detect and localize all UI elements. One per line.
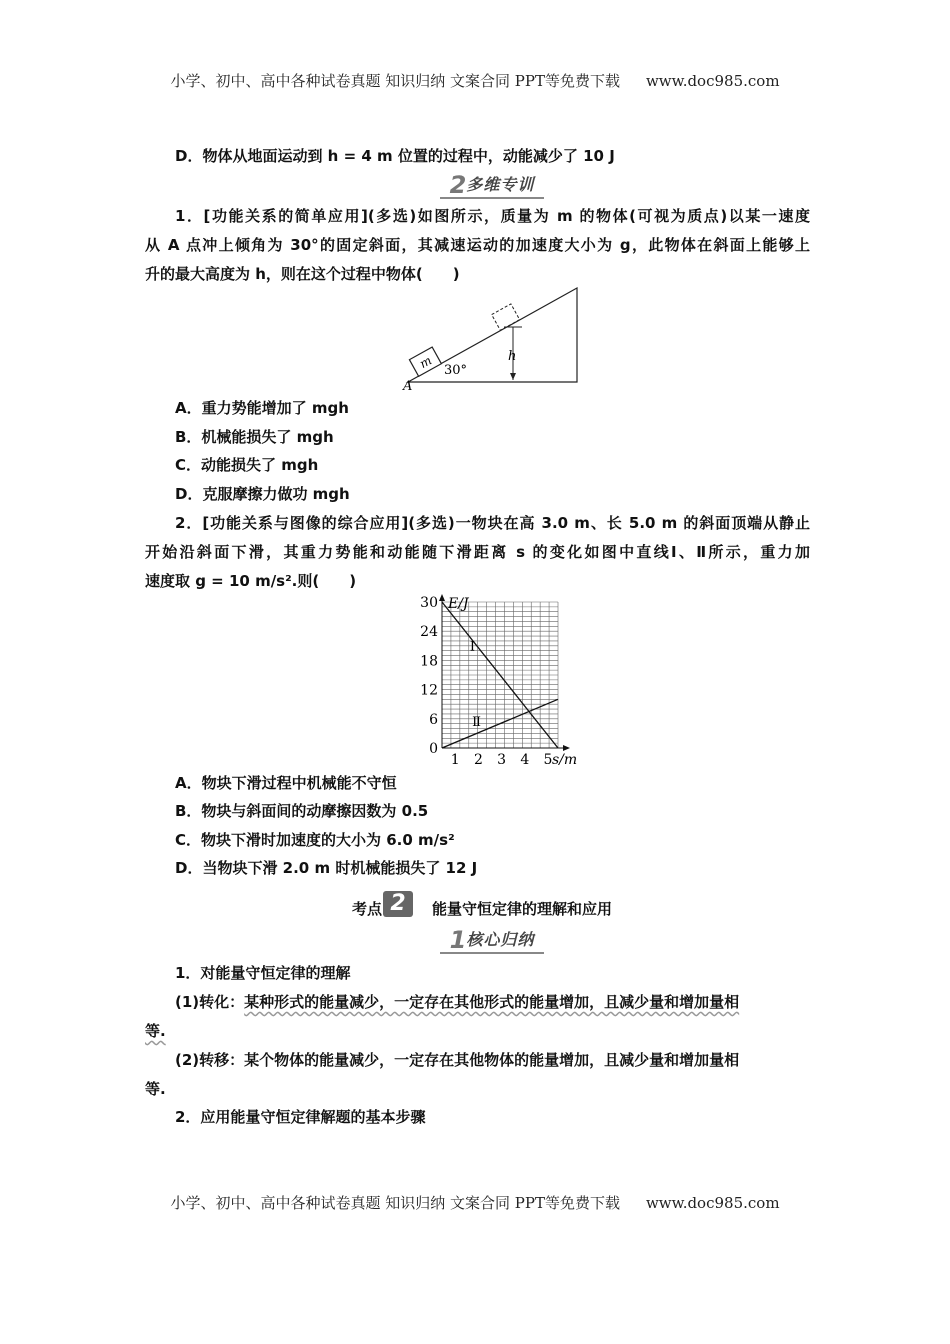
- y-tick-label: 30: [420, 595, 438, 611]
- q1-option-b: B．机械能损失了 mgh: [175, 428, 334, 446]
- x-axis-arrow: [563, 745, 570, 751]
- x-tick-label: 1: [450, 752, 460, 768]
- y-tick-label: 24: [420, 624, 438, 641]
- x-tick-label: 5: [543, 752, 553, 768]
- q2-line2: 开始沿斜面下滑，其重力势能和动能随下滑距离 s 的变化如图中直线Ⅰ、Ⅱ所示，重力加: [145, 543, 810, 561]
- x-tick-label: 4: [520, 752, 530, 768]
- y-axis-label: E/J: [448, 596, 469, 612]
- q2-option-d: D．当物块下滑 2.0 m 时机械能损失了 12 J: [175, 859, 478, 877]
- series-label-1: Ⅰ: [469, 639, 475, 655]
- block-at-top: [492, 304, 520, 330]
- section-number-badge: 2: [383, 891, 413, 917]
- prev-option-d: D．物体从地面运动到 h = 4 m 位置的过程中，动能减少了 10 J: [175, 147, 615, 165]
- point-a-label: A: [403, 379, 413, 394]
- core-p2-line2: 等.: [145, 1080, 166, 1098]
- banner2-number: 1: [449, 926, 467, 954]
- q1-option-c: C．动能损失了 mgh: [175, 456, 319, 474]
- footer-text: 小学、初中、高中各种试卷真题 知识归纳 文案合同 PPT等免费下载: [170, 1194, 620, 1212]
- x-tick-label: 2: [473, 752, 483, 768]
- footer-site: www.doc985.com: [645, 1194, 780, 1212]
- angle-label: 30°: [444, 363, 468, 378]
- x-tick-label: 3: [497, 752, 507, 768]
- height-label: h: [508, 349, 517, 364]
- banner-text: 多维专训: [466, 175, 535, 194]
- mass-label: m: [417, 353, 435, 372]
- header-site: www.doc985.com: [645, 72, 780, 90]
- section-prefix: 考点: [352, 900, 383, 918]
- q2-option-b: B．物块与斜面间的动摩擦因数为 0.5: [175, 802, 429, 820]
- header-text: 小学、初中、高中各种试卷真题 知识归纳 文案合同 PPT等免费下载: [170, 72, 620, 90]
- series-label-2: Ⅱ: [472, 715, 482, 731]
- banner-core: [440, 926, 544, 954]
- x-axis-label: s/m: [552, 752, 578, 768]
- q1-option-a: A．重力势能增加了 mgh: [175, 399, 349, 417]
- q1-option-d: D．克服摩擦力做功 mgh: [175, 485, 350, 503]
- banner2-text: 核心归纳: [466, 930, 535, 949]
- core-p1-line2: [145, 1021, 810, 1041]
- q2-line1: 2．[功能关系与图像的综合应用](多选)一物块在高 3.0 m、长 5.0 m 的斜面顶端从静止: [175, 514, 810, 532]
- q1-line1: 1．[功能关系的简单应用](多选)如图所示，质量为 m 的物体(可视为质点)以某一速度: [175, 207, 810, 225]
- p1-text-end: 等.: [145, 1022, 166, 1040]
- core-heading-2: 2．应用能量守恒定律解题的基本步骤: [175, 1108, 426, 1126]
- core-heading-1: 1．对能量守恒定律的理解: [175, 964, 351, 982]
- p1-text: 某种形式的能量减少，一定存在其他形式的能量增加，且减少量和增加量相: [244, 993, 740, 1011]
- page-footer: [0, 1192, 950, 1213]
- energy-chart: [410, 594, 578, 770]
- page-header: [0, 70, 950, 91]
- banner-number: 2: [449, 171, 467, 199]
- incline-figure: [400, 284, 582, 392]
- y-tick-label: 0: [429, 741, 438, 757]
- q2-option-a: A．物块下滑过程中机械能不守恒: [175, 774, 397, 792]
- block-at-a: [409, 347, 441, 376]
- y-tick-label: 12: [420, 682, 438, 699]
- y-tick-label: 18: [420, 653, 438, 670]
- core-p2-line1: (2)转移：某个物体的能量减少，一定存在其他物体的能量增加，且减少量和增加量相: [175, 1051, 740, 1069]
- q2-line3: 速度取 g = 10 m/s².则( ): [145, 572, 357, 590]
- height-arrowhead: [510, 373, 516, 380]
- section-title: 能量守恒定律的理解和应用: [432, 900, 613, 918]
- core-p1-line1: [175, 992, 810, 1012]
- q2-option-c: C．物块下滑时加速度的大小为 6.0 m/s²: [175, 831, 455, 849]
- banner-multidim: [440, 171, 544, 199]
- q1-line2: 从 A 点冲上倾角为 30°的固定斜面，其减速运动的加速度大小为 g，此物体在斜面上能够上: [145, 236, 810, 254]
- p1-label: (1)转化：: [175, 993, 245, 1011]
- y-tick-label: 6: [429, 711, 438, 728]
- q1-line3: 升的最大高度为 h，则在这个过程中物体( ): [145, 265, 460, 283]
- y-axis-arrow: [439, 594, 445, 601]
